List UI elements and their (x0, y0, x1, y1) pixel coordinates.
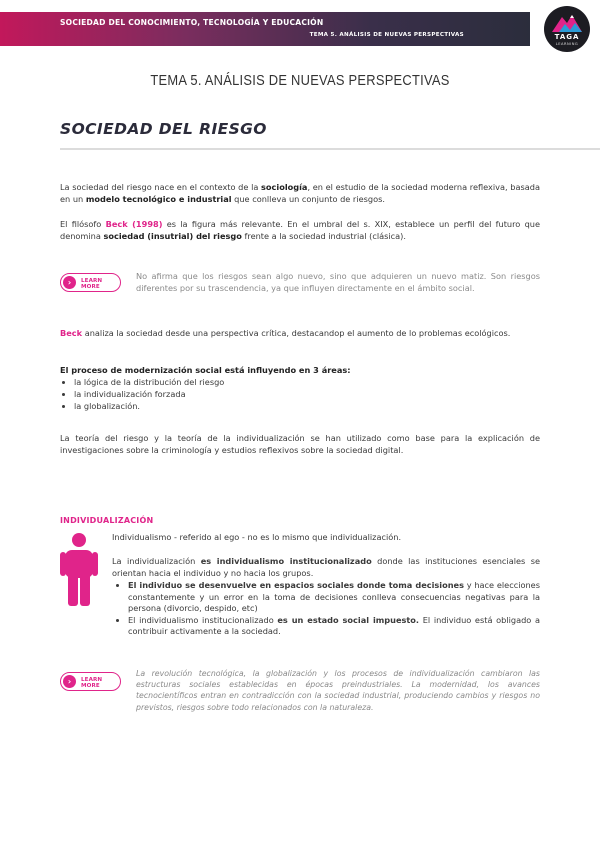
learn-more-button[interactable] (60, 273, 121, 292)
page-title: TEMA 5. ANÁLISIS DE NUEVAS PERSPECTIVAS (150, 72, 450, 89)
person-icon (58, 532, 100, 608)
logo-brand: TAGA (554, 33, 580, 41)
learn-more-label: LEARN MORE (81, 677, 103, 689)
list-item: • la individualización forzada (74, 388, 534, 400)
taga-logo (544, 6, 590, 52)
individualizacion-definition: La individualización es individualismo institucionalizado donde las instituciones esenciales se orientan hacia el individuo y no hacia los grupos. (112, 556, 540, 578)
header-banner (0, 12, 530, 46)
arrow-right-icon: › (63, 276, 76, 289)
topic-label: TEMA 5. ANÁLISIS DE NUEVAS PERSPECTIVAS (309, 32, 464, 38)
paragraph-beck-analysis: Beck analiza la sociedad desde una perspectiva crítica, destacandop el aumento de lo problemas ecológicos. (60, 328, 511, 338)
paragraph-intro: La sociedad del riesgo nace en el contexto de la sociología, en el estudio de la sociedad moderna reflexiva, basada en un modelo tecnológico e industrial que conlleva un conjunto de riesgos. (60, 182, 540, 204)
areas-heading: El proceso de modernización social está influyendo en 3 áreas: (60, 365, 351, 375)
paragraph-theory: La teoría del riesgo y la teoría de la individualización se han utilizado como base para la explicación de investigaciones sobre la criminología y estudios reflexivos sobre la sociedad digital. (60, 433, 540, 455)
arrow-right-icon: › (63, 675, 76, 688)
quote-riesgos: No afirma que los riesgos sean algo nuevo, sino que adquieren un nuevo matiz. Son riesgos diferentes por su trascendencia, ya que influyen directamente en el ámbito social. (136, 271, 540, 293)
learn-more-button[interactable] (60, 672, 121, 691)
list-item: • El individuo se desenvuelve en espacios sociales donde toma decisiones y hace elecciones constantemente y un error en la toma de decisiones conlleva consecuencias negativas para la persona (divorcio, despido, etc) (128, 580, 540, 615)
individualizacion-title: INDIVIDUALIZACIÓN (60, 516, 154, 525)
list-item: • la globalización. (74, 400, 534, 412)
list-item: • El individualismo institucionalizado es un estado social impuesto. El individuo está obligado a contribuir activamente a la sociedad. (128, 615, 540, 638)
logo-subtitle: LEARNING (555, 42, 579, 46)
course-title: SOCIEDAD DEL CONOCIMIENTO, TECNOLOGÍA Y EDUCACIÓN (60, 18, 324, 27)
learn-more-label: LEARN MORE (81, 278, 103, 290)
section-title: SOCIEDAD DEL RIESGO (60, 120, 267, 138)
individualizacion-list (112, 580, 540, 638)
paragraph-beck: El filósofo Beck (1998) es la figura más relevante. En el umbral del s. XIX, establece un perfil del futuro que denomina sociedad (insutrial) del riesgo frente a la sociedad industrial (clásica). (60, 219, 540, 241)
section-divider (60, 148, 600, 150)
individualismo-line: Individualismo - referido al ego - no es lo mismo que individualización. (112, 532, 402, 542)
areas-list (60, 376, 534, 412)
quote-revolucion: La revolución tecnológica, la globalización y los procesos de individualización cambiaron las estructuras sociales establecidas en épocas preindustriales. La modernidad, los avances tecnocientíficos entran en contradicción con la sociedad industrial, produciendo cambios y riesgos no previstos, riesgos sobre todo relacionados con la naturaleza. (136, 669, 540, 712)
list-item: • la lógica de la distribución del riesgo (74, 376, 534, 388)
